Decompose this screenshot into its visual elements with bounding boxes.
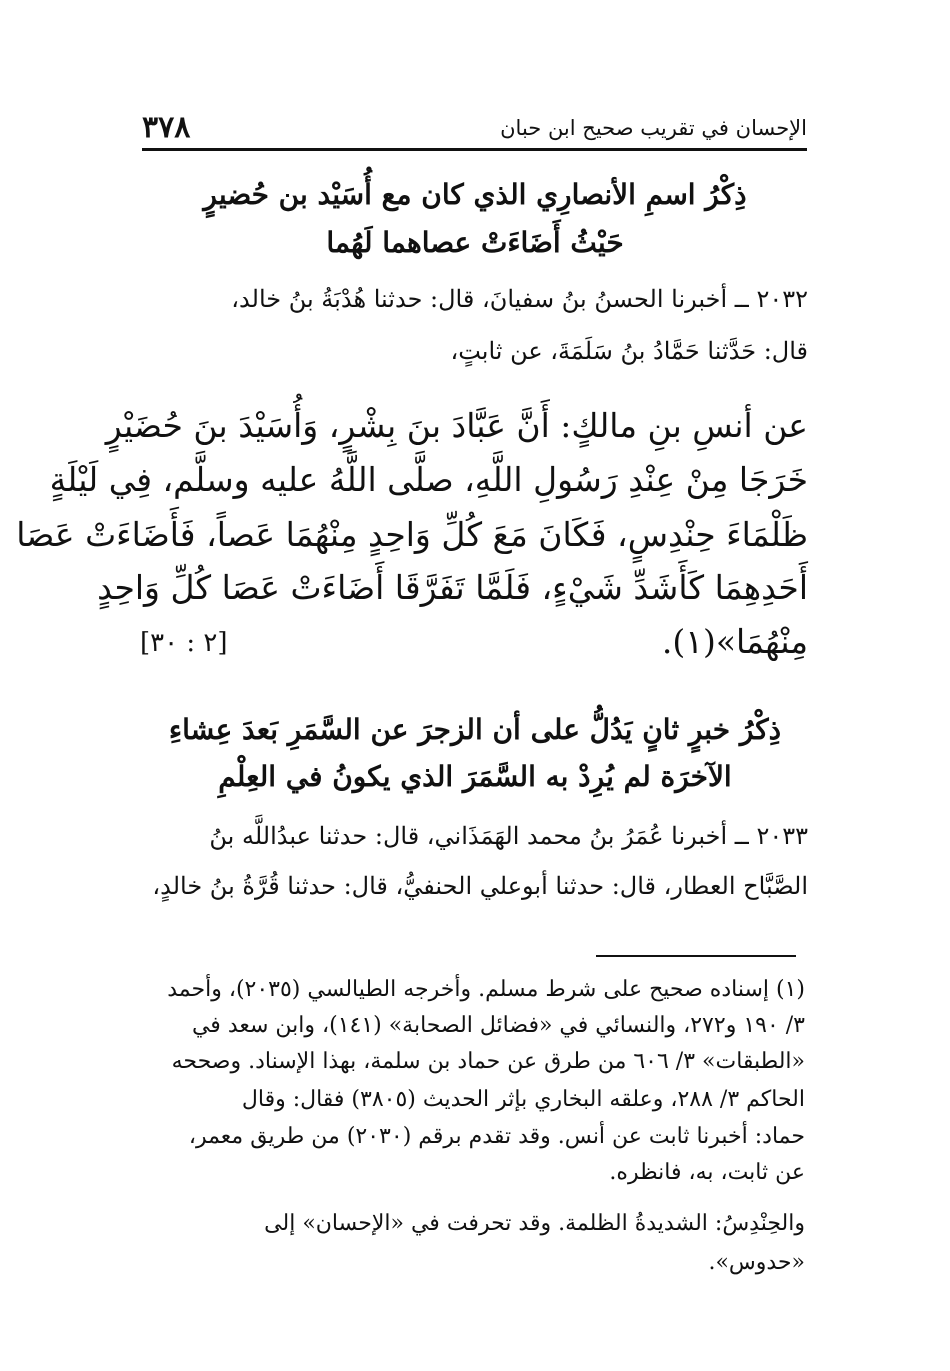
hadith-2032-matn-line-5: مِنْهُمَا»(١). (661, 622, 808, 661)
hadith-2032-isnad-line-2: قال: حَدَّثنا حَمَّادُ بنُ سَلَمَةَ، عن ثابتٍ، (450, 337, 808, 365)
section-heading-2-line-1: ذِكْرُ خبرٍ ثانٍ يَدُلُّ على أن الزجرَ عن السَّمَرِ بَعدَ عِشاءِ (168, 713, 782, 746)
hadith-2032-matn-line-4: أَحَدِهِمَا كَأَشَدِّ شَيْءٍ، فَلَمَّا تَفَرَّقَا أَضَاءَتْ عَصَا كُلِّ وَاحِدٍ (97, 568, 808, 607)
source-reference: [٢ : ٣٠] (140, 628, 228, 658)
hadith-2032-matn-line-3: ظَلْمَاءَ حِنْدِسٍ، فَكَانَ مَعَ كُلِّ وَاحِدٍ مِنْهُمَا عَصاً، فَأَضَاءَتْ عَصَا (16, 515, 808, 554)
section-heading-2-line-2: الآخرَة لم يُرِدْ به السَّمَرَ الذي يكونُ في العِلْمِ (218, 760, 732, 793)
section-heading-1-line-1: ذِكْرُ اسمِ الأنصارِي الذي كان مع أُسَيْد بن حُضيرٍ (203, 178, 747, 211)
hadith-2032-matn-line-1: عن أنسِ بنِ مالكٍ: أَنَّ عَبَّادَ بنَ بِشْرٍ، وَأُسَيْدَ بنَ حُضَيْرٍ (105, 406, 808, 445)
hadith-2033-isnad-line-2: الصَّبَّاح العطار، قال: حدثنا أبوعلي الحنفيُّ، قال: حدثنا قُرَّةُ بنُ خالدٍ، (152, 872, 808, 900)
footnote-line-2: ٣/ ١٩٠ و٢٧٢، والنسائي في «فضائل الصحابة» (١٤١)، وابن سعد في (191, 1013, 805, 1038)
hadith-2032-matn-line-2: خَرَجَا مِنْ عِنْدِ رَسُولِ اللَّهِ، صلَّى اللَّهُ عليه وسلَّم، فِي لَيْلَةٍ (49, 460, 808, 499)
book-title: الإحسان في تقريب صحيح ابن حبان (500, 116, 807, 140)
footnote-line-8: «حدوس». (708, 1250, 805, 1275)
section-heading-1-line-2: حَيْثُ أَضَاءَتْ عصاهما لَهُما (326, 226, 624, 259)
footnote-line-1: (١) إسناده صحيح على شرط مسلم. وأخرجه الطيالسي (٢٠٣٥)، وأحمد (167, 977, 805, 1002)
footnote-line-6: عن ثابت، به، فانظره. (609, 1160, 805, 1185)
footnote-line-5: حماد: أخبرنا ثابت عن أنس. وقد تقدم برقم (٢٠٣٠) من طريق معمر، (188, 1124, 805, 1149)
footnote-line-7: والحِنْدِسُ: الشديدةُ الظلمة. وقد تحرفت في «الإحسان» إلى (264, 1211, 805, 1236)
running-header (142, 108, 807, 151)
footnote-line-3: «الطبقات» ٣/ ٦٠٦ من طرق عن حماد بن سلمة، بهذا الإسناد. وصححه (171, 1049, 805, 1074)
footnote-separator (596, 955, 796, 957)
page-number: ٣٧٨ (142, 110, 191, 145)
hadith-2033-isnad-line-1: ٢٠٣٣ ــ أخبرنا عُمَرُ بنُ محمد الهَمَذَاني، قال: حدثنا عبدُاللَّه بنُ (209, 822, 808, 850)
footnote-line-4: الحاكم ٣/ ٢٨٨، وعلقه البخاري بإثر الحديث (٣٨٠٥) فقال: وقال (241, 1087, 805, 1112)
hadith-2032-isnad-line-1: ٢٠٣٢ ــ أخبرنا الحسنُ بنُ سفيانَ، قال: حدثنا هُدْبَةُ بنُ خالد، (231, 285, 808, 313)
